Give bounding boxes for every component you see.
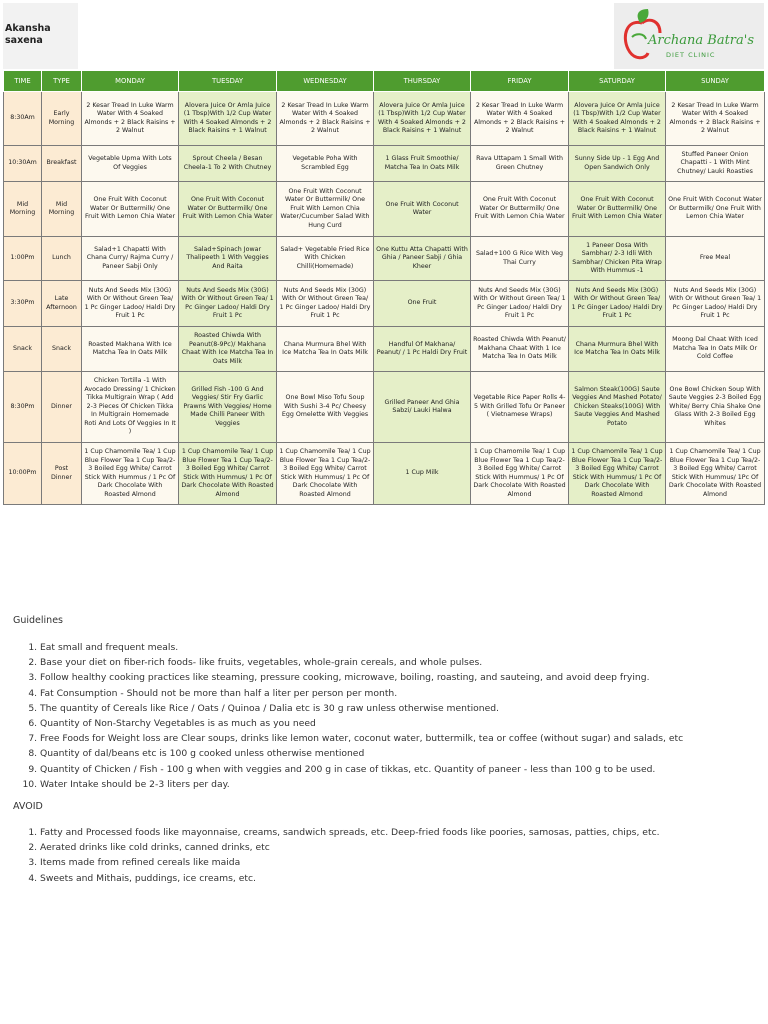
table-row [4, 443, 765, 505]
guidelines-list [13, 640, 683, 792]
header-monday: MONDAY [82, 71, 179, 92]
meal-cell: Nuts And Seeds Mix (30G) With Or Without Green Tea/ 1 Pc Ginger Ladoo/ Haldi Dry Fruit 1 Pc [82, 281, 179, 327]
list-item: 5. The quantity of Cereals like Rice / Oats / Quinoa / Dalia etc is 30 g raw unless otherwise mentioned. [40, 701, 683, 716]
guidelines-title: Guidelines [13, 615, 63, 626]
meal-cell: One Kuttu Atta Chapatti With Ghia / Paneer Sabji / Ghia Kheer [374, 237, 471, 281]
meal-cell: 1 Cup Chamomile Tea/ 1 Cup Blue Flower Tea 1 Cup Tea/2-3 Boiled Egg White/ Carrot Stick With Hummus/ 1 Pc Of Dark Chocolate With Roasted Almond [277, 443, 374, 505]
list-item: 4. Sweets and Mithais, puddings, ice creams, etc. [40, 871, 660, 886]
meal-cell: One Fruit With Coconut Water Or Buttermilk/ One Fruit With Lemon Chia Water [666, 182, 765, 237]
meal-type: Lunch [42, 237, 82, 281]
meal-cell: 2 Kesar Tread In Luke Warm Water With 4 Soaked Almonds + 2 Black Raisins + 2 Walnut [82, 92, 179, 146]
meal-cell: Sprout Cheela / Besan Cheela-1 To 2 With Chutney [179, 146, 277, 182]
meal-type: Snack [42, 327, 82, 372]
meal-cell: One Bowl Miso Tofu Soup With Sushi 3-4 Pc/ Cheesy Egg Omelette With Veggies [277, 372, 374, 443]
list-item: 2. Base your diet on fiber-rich foods- like fruits, vegetables, whole-grain cereals, and whole pulses. [40, 655, 683, 670]
meal-cell: 2 Kesar Tread In Luke Warm Water With 4 Soaked Almonds + 2 Black Raisins + 2 Walnut [471, 92, 569, 146]
meal-time: 3:30Pm [4, 281, 42, 327]
meal-time: Snack [4, 327, 42, 372]
meal-cell: Nuts And Seeds Mix (30G) With Or Without Green Tea/ 1 Pc Ginger Ladoo/ Haldi Dry Fruit 1 Pc [277, 281, 374, 327]
table-header-row [4, 71, 765, 92]
meal-time: 10:00Pm [4, 443, 42, 505]
meal-time: 10:30Am [4, 146, 42, 182]
meal-cell: 1 Paneer Dosa With Sambhar/ 2-3 Idli With Sambhar/ Chicken Pita Wrap With Hummus -1 [569, 237, 666, 281]
header-sunday: SUNDAY [666, 71, 765, 92]
meal-cell: 1 Cup Chamomile Tea/ 1 Cup Blue Flower Tea 1 Cup Tea/2-3 Boiled Egg White/ Carrot Stick With Hummus/ 1 Pc Of Dark Chocolate With Roasted Almond [179, 443, 277, 505]
meal-time: 8:30Am [4, 92, 42, 146]
list-item: 10. Water Intake should be 2-3 liters per day. [40, 777, 683, 792]
header-friday: FRIDAY [471, 71, 569, 92]
meal-cell: Handful Of Makhana/ Peanut/ / 1 Pc Haldi Dry Fruit [374, 327, 471, 372]
meal-cell: 1 Cup Chamomile Tea/ 1 Cup Blue Flower Tea 1 Cup Tea/2-3 Boiled Egg White/ Carrot Stick With Hummus/ 1Pc Of Dark Chocolate With Roasted Almond [666, 443, 765, 505]
meal-type: Post Dinner [42, 443, 82, 505]
avoid-title: AVOID [13, 801, 43, 812]
meal-cell: Salad+ Vegetable Fried Rice With Chicken Chilli(Homemade) [277, 237, 374, 281]
meal-time: 1:00Pm [4, 237, 42, 281]
list-item: 3. Follow healthy cooking practices like steaming, pressure cooking, microwave, boiling, roasting, and sauteing, and avoid deep frying. [40, 670, 683, 685]
meal-cell: One Fruit With Coconut Water [374, 182, 471, 237]
diet-plan-table [3, 70, 765, 505]
meal-cell: Nuts And Seeds Mix (30G) With Or Without Green Tea/ 1 Pc Ginger Ladoo/ Haldi Dry Fruit 1 Pc [471, 281, 569, 327]
meal-cell: One Fruit With Coconut Water Or Buttermilk/ One Fruit With Lemon Chia Water/Cucumber Salad With Hung Curd [277, 182, 374, 237]
meal-cell: 2 Kesar Tread In Luke Warm Water With 4 Soaked Almonds + 2 Black Raisins + 2 Walnut [277, 92, 374, 146]
meal-cell: One Bowl Chicken Soup With Saute Veggies 2-3 Boiled Egg White/ Berry Chia Shake One Glass With 2-3 Boiled Egg Whites [666, 372, 765, 443]
list-item: 1. Fatty and Processed foods like mayonnaise, creams, sandwich spreads, etc. Deep-fried foods like poories, samosas, patties, chips, etc. [40, 825, 660, 840]
header-type: TYPE [42, 71, 82, 92]
meal-cell: 1 Cup Chamomile Tea/ 1 Cup Blue Flower Tea 1 Cup Tea/2-3 Boiled Egg White/ Carrot Stick With Hummus/ 1 Pc Of Dark Chocolate With Roasted Almond [471, 443, 569, 505]
meal-cell: Alovera Juice Or Amla Juice (1 Tbsp)With 1/2 Cup Water With 4 Soaked Almonds + 2 Black Raisins + 1 Walnut [374, 92, 471, 146]
list-item: 4. Fat Consumption - Should not be more than half a liter per person per month. [40, 686, 683, 701]
meal-type: Mid Morning [42, 182, 82, 237]
table-row [4, 182, 765, 237]
meal-time: 8:30Pm [4, 372, 42, 443]
meal-cell: Alovera Juice Or Amla Juice (1 Tbsp)With 1/2 Cup Water With 4 Soaked Almonds + 2 Black Raisins + 1 Walnut [569, 92, 666, 146]
meal-cell: 1 Cup Chamomile Tea/ 1 Cup Blue Flower Tea 1 Cup Tea/2-3 Boiled Egg White/ Carrot Stick With Hummus/ 1 Pc Of Dark Chocolate With Roasted Almond [569, 443, 666, 505]
header-wednesday: WEDNESDAY [277, 71, 374, 92]
clinic-subtitle: DIET CLINIC [666, 51, 716, 59]
meal-cell: One Fruit With Coconut Water Or Buttermilk/ One Fruit With Lemon Chia Water [179, 182, 277, 237]
meal-cell: Roasted Chiwda With Peanut(8-9Pc)/ Makhana Chaat With Ice Matcha Tea In Oats Milk [179, 327, 277, 372]
meal-cell: Roasted Makhana With Ice Matcha Tea In Oats Milk [82, 327, 179, 372]
clinic-logo [614, 3, 764, 69]
meal-cell: Salad+1 Chapatti With Chana Curry/ Rajma Curry / Paneer Sabji Only [82, 237, 179, 281]
list-item: 3. Items made from refined cereals like maida [40, 855, 660, 870]
meal-cell: Chicken Tortilla -1 With Avocado Dressing/ 1 Chicken Tikka Multigrain Wrap ( Add 2-3 Pieces Of Chicken Tikka In Multigrain Homemade Roti And Lots Of Veggies In It ) [82, 372, 179, 443]
meal-cell: Alovera Juice Or Amla Juice (1 Tbsp)With 1/2 Cup Water With 4 Soaked Almonds + 2 Black Raisins + 1 Walnut [179, 92, 277, 146]
table-row [4, 327, 765, 372]
meal-cell: Chana Murmura Bhel With Ice Matcha Tea In Oats Milk [277, 327, 374, 372]
meal-cell: Rava Uttapam 1 Small With Green Chutney [471, 146, 569, 182]
header-saturday: SATURDAY [569, 71, 666, 92]
meal-cell: Salad+100 G Rice With Veg Thai Curry [471, 237, 569, 281]
meal-cell: Grilled Paneer And Ghia Sabzi/ Lauki Halwa [374, 372, 471, 443]
meal-cell: 2 Kesar Tread In Luke Warm Water With 4 Soaked Almonds + 2 Black Raisins + 2 Walnut [666, 92, 765, 146]
meal-cell: Sunny Side Up - 1 Egg And Open Sandwich Only [569, 146, 666, 182]
table-row [4, 146, 765, 182]
meal-cell: Nuts And Seeds Mix (30G) With Or Without Green Tea/ 1 Pc Ginger Ladoo/ Haldi Dry Fruit 1 Pc [569, 281, 666, 327]
meal-cell: Vegetable Upma With Lots Of Veggies [82, 146, 179, 182]
list-item: 9. Quantity of Chicken / Fish - 100 g when with veggies and 200 g in case of tikkas, etc. Quantity of paneer - less than 100 g to be used. [40, 762, 683, 777]
meal-cell: One Fruit With Coconut Water Or Buttermilk/ One Fruit With Lemon Chia Water [471, 182, 569, 237]
table-row [4, 281, 765, 327]
meal-type: Breakfast [42, 146, 82, 182]
list-item: 6. Quantity of Non-Starchy Vegetables is as much as you need [40, 716, 683, 731]
meal-type: Early Morning [42, 92, 82, 146]
meal-cell: Stuffed Paneer Onion Chapatti - 1 With Mint Chutney/ Lauki Roasties [666, 146, 765, 182]
meal-cell: 1 Cup Milk [374, 443, 471, 505]
table-row [4, 372, 765, 443]
meal-cell: Moong Dal Chaat With Iced Matcha Tea In Oats Milk Or Cold Coffee [666, 327, 765, 372]
header-time: TIME [4, 71, 42, 92]
meal-cell: One Fruit With Coconut Water Or Buttermilk/ One Fruit With Lemon Chia Water [569, 182, 666, 237]
table-row [4, 237, 765, 281]
header-tuesday: TUESDAY [179, 71, 277, 92]
list-item: 2. Aerated drinks like cold drinks, canned drinks, etc [40, 840, 660, 855]
meal-cell: Vegetable Rice Paper Rolls 4-5 With Grilled Tofu Or Paneer ( Vietnamese Wraps) [471, 372, 569, 443]
meal-cell: Salmon Steak(100G) Saute Veggies And Mashed Potato/ Chicken Steaks(100G) With Saute Veggies And Mashed Potato [569, 372, 666, 443]
meal-cell: 1 Cup Chamomile Tea/ 1 Cup Blue Flower Tea 1 Cup Tea/2-3 Boiled Egg White/ Carrot Stick With Hummus / 1 Pc Of Dark Chocolate With Roasted Almond [82, 443, 179, 505]
meal-time: Mid Morning [4, 182, 42, 237]
meal-type: Dinner [42, 372, 82, 443]
meal-cell: Grilled Fish -100 G And Veggies/ Stir Fry Garlic Prawns With Veggies/ Home Made Chilli Paneer With Veggies [179, 372, 277, 443]
meal-cell: Nuts And Seeds Mix (30G) With Or Without Green Tea/ 1 Pc Ginger Ladoo/ Haldi Dry Fruit 1 Pc [179, 281, 277, 327]
meal-cell: Salad+Spinach Jowar Thalipeeth 1 With Veggies And Raita [179, 237, 277, 281]
meal-type: Late Afternoon [42, 281, 82, 327]
meal-cell: 1 Glass Fruit Smoothie/ Matcha Tea In Oats Milk [374, 146, 471, 182]
meal-cell: Vegetable Poha With Scrambled Egg [277, 146, 374, 182]
meal-cell: Nuts And Seeds Mix (30G) With Or Without Green Tea/ 1 Pc Ginger Ladoo/ Haldi Dry Fruit 1 Pc [666, 281, 765, 327]
meal-cell: Chana Murmura Bhel With Ice Matcha Tea In Oats Milk [569, 327, 666, 372]
meal-cell: Roasted Chiwda With Peanut/ Makhana Chaat With 1 Ice Matcha Tea In Oats Milk [471, 327, 569, 372]
list-item: 8. Quantity of dal/beans etc is 100 g cooked unless otherwise mentioned [40, 746, 683, 761]
patient-name: Akansha saxena [3, 3, 78, 69]
list-item: 7. Free Foods for Weight loss are Clear soups, drinks like lemon water, coconut water, buttermilk, tea or coffee (without sugar) and salads, etc [40, 731, 683, 746]
document-header [3, 3, 764, 69]
meal-cell: One Fruit [374, 281, 471, 327]
list-item: 1. Eat small and frequent meals. [40, 640, 683, 655]
avoid-list [13, 825, 660, 886]
table-row [4, 92, 765, 146]
meal-cell: One Fruit With Coconut Water Or Buttermilk/ One Fruit With Lemon Chia Water [82, 182, 179, 237]
meal-cell: Free Meal [666, 237, 765, 281]
header-thursday: THURSDAY [374, 71, 471, 92]
clinic-name: Archana Batra's [648, 33, 754, 48]
